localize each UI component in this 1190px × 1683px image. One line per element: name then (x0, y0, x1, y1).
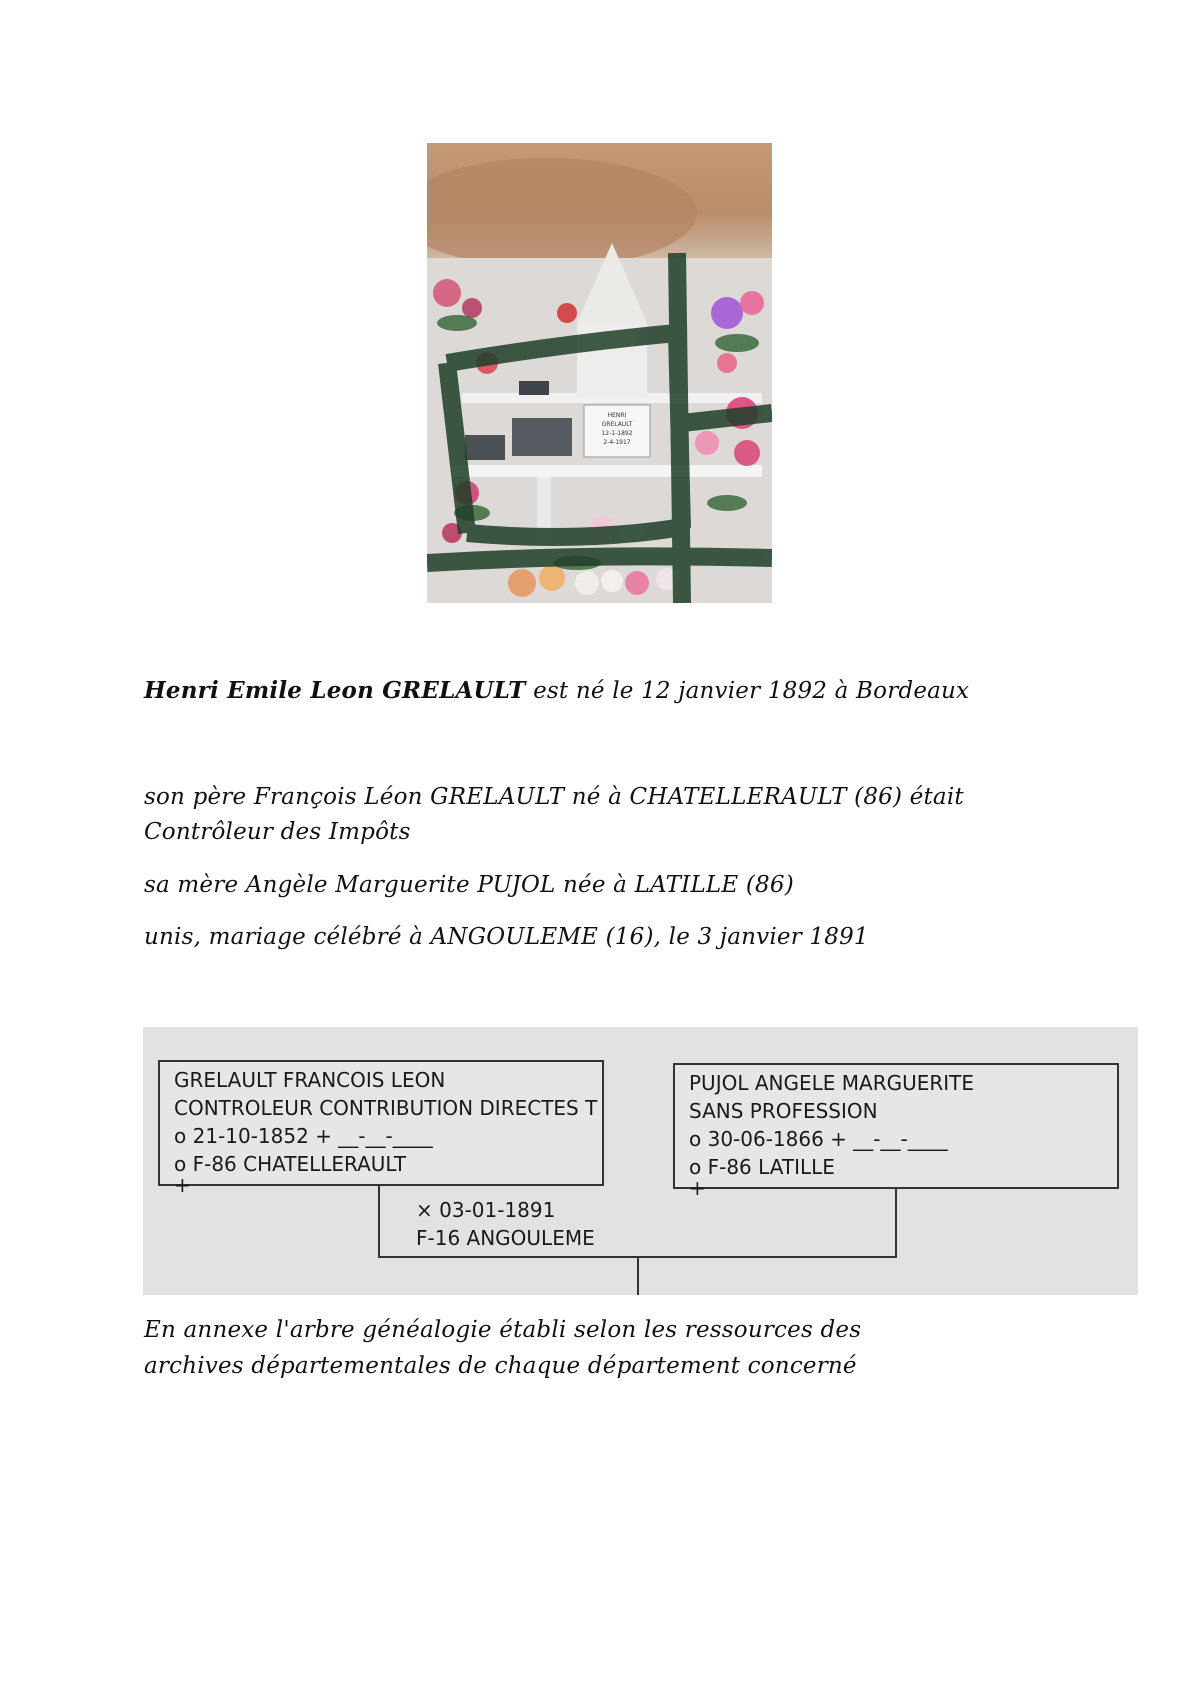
marriage-info (416, 1196, 595, 1252)
grave-photo (427, 143, 772, 603)
birth-info: est né le 12 janvier 1892 à Bordeaux (525, 678, 970, 704)
mother-box-name: PUJOL ANGELE MARGUERITE (689, 1071, 975, 1095)
mother-box (673, 1063, 1119, 1195)
mother-box-death: + (689, 1181, 706, 1195)
annex-line-2: archives départementales de chaque département concerné (144, 1353, 857, 1379)
father-line-2: Contrôleur des Impôts (144, 819, 411, 845)
plaque-line-3: 12-1-1892 (601, 430, 633, 437)
father-box (158, 1060, 604, 1192)
grave-photo-drawing (427, 143, 772, 603)
child-connector (637, 1258, 639, 1295)
father-box-death: + (174, 1178, 191, 1192)
mother-box-dates: o 30-06-1866 + __-__-____ (689, 1127, 948, 1151)
marriage-date: × 03-01-1891 (416, 1198, 556, 1222)
father-box-name: GRELAULT FRANCOIS LEON (174, 1068, 446, 1092)
intro-line (144, 677, 969, 704)
family-tree (143, 1027, 1138, 1295)
father-connector (378, 1186, 380, 1258)
plaque-line-1: HENRI (607, 412, 627, 419)
union-line: unis, mariage célébré à ANGOULEME (16), le 3 janvier 1891 (144, 924, 869, 950)
plaque-line-2: GRELAULT (601, 421, 633, 428)
father-box-dates: o 21-10-1852 + __-__-____ (174, 1124, 433, 1148)
mother-connector (895, 1189, 897, 1258)
mother-line: sa mère Angèle Marguerite PUJOL née à LATILLE (86) (144, 872, 794, 898)
mother-box-place: o F-86 LATILLE (689, 1155, 835, 1179)
father-box-profession: CONTROLEUR CONTRIBUTION DIRECTES T (174, 1096, 598, 1120)
father-box-place: o F-86 CHATELLERAULT (174, 1152, 407, 1176)
marriage-place: F-16 ANGOULEME (416, 1226, 595, 1250)
mother-box-profession: SANS PROFESSION (689, 1099, 878, 1123)
annex-line-1: En annexe l'arbre généalogie établi selon les ressources des (144, 1317, 862, 1343)
plaque-line-4: 2-4-1917 (603, 439, 631, 446)
father-line-1: son père François Léon GRELAULT né à CHATELLERAULT (86) était (144, 784, 964, 810)
person-name: Henri Emile Leon GRELAULT (144, 677, 526, 704)
